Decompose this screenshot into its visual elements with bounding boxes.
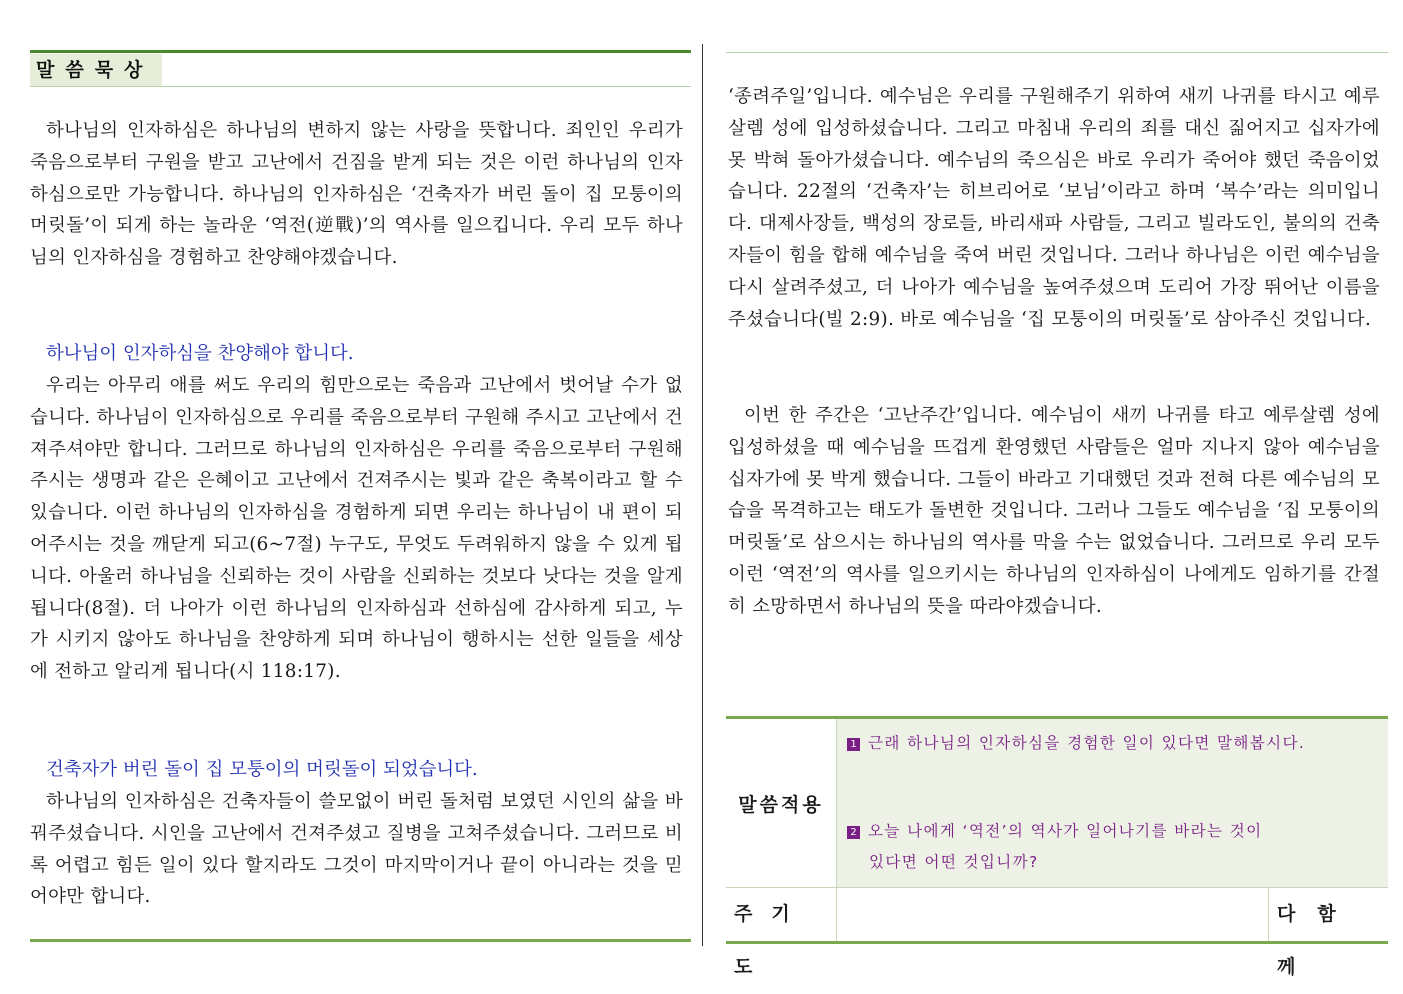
question-1 — [847, 728, 1305, 759]
top-rule-right — [726, 52, 1388, 53]
subheading-cornerstone: 건축자가 버린 돌이 집 모퉁이의 머릿돌이 되었습니다. — [46, 759, 478, 780]
bottom-rule-left — [30, 939, 691, 942]
praise-paragraph: 우리는 아무리 애를 써도 우리의 힘만으로는 죽음과 고난에서 벗어날 수가 없습니다. 하나님이 인자하심으로 우리를 죽음으로부터 구원해 주시고 고난에서 건져주셔야만 합니다. 그러므로 하나님의 인자하심은 우리를 죽음으로부터 구원해주시는 생명과 같은 은혜이고 고난에서 건져주시는 빛과 같은 축복이라고 할 수 있습니다. 이런 하나님의 인자하심을 경험하게 되면 우리는 하나님이 내 편이 되어주시는 것을 깨닫게 되고(6~7절) 누구도, 무엇도 두려워하지 않을 수 있게 됩니다. 아울러 하나님을 신뢰하는 것이 사람을 신뢰하는 것보다 낫다는 것을 알게 됩니다(8절). 더 나아가 이런 하나님의 인자하심과 선하심에 감사하게 되고, 누가 시키지 않아도 하나님을 찬양하게 되며 하나님이 행하시는 선한 일들을 세상에 전하고 알리게 됩니다(시 118:17). — [30, 375, 683, 683]
palm-sunday-paragraph: ‘종려주일’입니다. 예수님은 우리를 구원해주기 위하여 새끼 나귀를 타시고 예루살렘 성에 입성하셨습니다. 그리고 마침내 우리의 죄를 대신 짊어지고 십자가에 못 박혀 돌아가셨습니다. 예수님의 죽으심은 바로 우리가 죽어야 했던 죽음이었습니다. 22절의 ‘건축자’는 히브리어로 ‘보님’이라고 하며 ‘복수’라는 의미입니다. 대제사장들, 백성의 장로들, 바리새파 사람들, 그리고 빌라도인, 불의의 건축자들이 힘을 합해 예수님을 죽여 버린 것입니다. 그러나 하나님은 이런 예수님을 다시 살려주셨고, 더 나아가 예수님을 높여주셨으며 도리어 가장 뛰어난 이름을 주셨습니다(빌 2:9). 바로 예수님을 ‘집 모퉁이의 머릿돌’로 삼아주신 것입니다. — [728, 86, 1380, 330]
intro-paragraph: 하나님의 인자하심은 하나님의 변하지 않는 사랑을 뜻합니다. 죄인인 우리가 죽음으로부터 구원을 받고 고난에서 건짐을 받게 되는 것은 이런 하나님의 인자하심으로만 가능합니다. 하나님의 인자하심은 ‘건축자가 버린 돌이 집 모퉁이의 머릿돌’이 되게 하는 놀라운 ‘역전(逆戰)’의 역사를 일으킵니다. 우리 모두 하나님의 인자하심을 경험하고 찬양해야겠습니다. — [30, 120, 683, 269]
passion-week-paragraph: 이번 한 주간은 ‘고난주간’입니다. 예수님이 새끼 나귀를 타고 예루살렘 성에 입성하셨을 때 예수님을 뜨겁게 환영했던 사람들은 얼마 지나지 않아 예수님을 십자가에 못 박게 했습니다. 그들이 바라고 기대했던 것과 전혀 다른 예수님의 모습을 목격하고는 태도가 돌변한 것입니다. 그러나 그들도 예수님을 ‘집 모퉁이의 머릿돌’로 삼으시는 하나님의 역사를 막을 수는 없었습니다. 그러므로 우리 모두 이런 ‘역전’의 역사를 일으키시는 하나님의 인자하심이 나에게도 임하기를 간절히 소망하면서 하나님의 뜻을 따라야겠습니다. — [728, 405, 1380, 617]
together-label: 다함께 — [1277, 903, 1358, 978]
question-2 — [847, 816, 1262, 847]
cornerstone-paragraph: 하나님의 인자하심은 건축자들이 쓸모없이 버린 돌처럼 보였던 시인의 삶을 바꿔주셨습니다. 시인을 고난에서 건져주셨고 질병을 고쳐주셨습니다. 그러므로 비록 어렵고 힘든 일이 있다 할지라도 그것이 마지막이거나 끝이 아니라는 것을 믿어야만 합니다. — [30, 791, 683, 908]
lords-prayer-label: 주기도 — [734, 903, 809, 978]
question-1-text: 근래 하나님의 인자하심을 경험한 일이 있다면 말해봅시다. — [868, 734, 1306, 752]
application-label: 말씀적용 — [726, 719, 836, 887]
question-2-number: 2 — [847, 826, 860, 839]
top-rule-left — [30, 50, 691, 53]
application-divider — [836, 719, 837, 944]
title-underline — [30, 86, 691, 87]
question-1-number: 1 — [847, 738, 860, 751]
subheading-praise: 하나님이 인자하심을 찬양해야 합니다. — [46, 343, 354, 364]
application-bottom-rule — [726, 941, 1388, 944]
question-2-text-line1: 오늘 나에게 ‘역전’의 역사가 일어나기를 바라는 것이 — [868, 822, 1263, 840]
section-title: 말씀묵상 — [30, 54, 162, 86]
column-divider — [702, 44, 703, 946]
question-2-continuation: 있다면 어떤 것입니까? — [869, 853, 1039, 871]
